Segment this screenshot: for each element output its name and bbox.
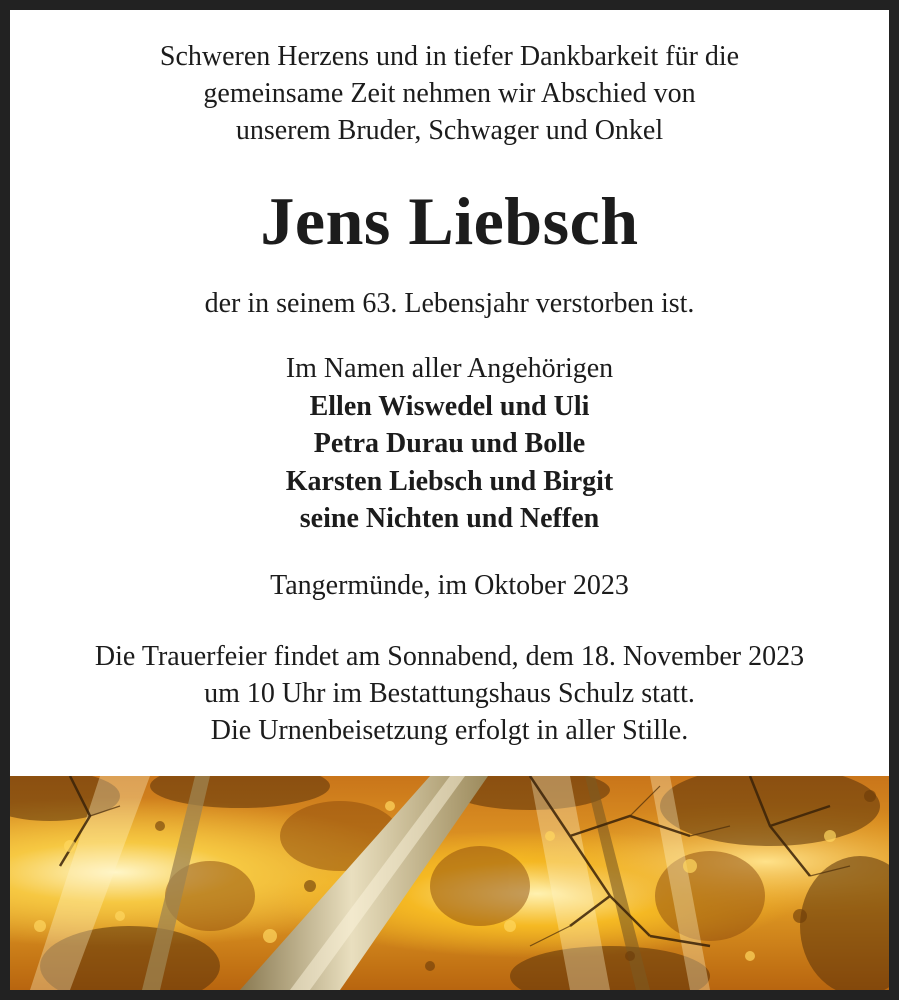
notice-text	[10, 10, 889, 776]
relative-name: Karsten Liebsch und Birgit	[285, 465, 614, 497]
intro-line: unserem Bruder, Schwager und Onkel	[235, 115, 664, 146]
age-line: der in seinem 63. Lebensjahr verstorben ist.	[204, 288, 695, 319]
place-date: Tangermünde, im Oktober 2023	[270, 570, 629, 601]
relative-name: Ellen Wiswedel und Uli	[309, 390, 590, 422]
service-line: Die Urnenbeisetzung erfolgt in aller Stille.	[210, 715, 689, 746]
intro-text	[10, 38, 889, 149]
autumn-forest-image	[10, 776, 889, 990]
service-line: Die Trauerfeier findet am Sonnabend, dem 18. November 2023	[94, 641, 805, 672]
notice-panel	[10, 10, 889, 990]
relatives-block	[10, 350, 889, 538]
service-line: um 10 Uhr im Bestattungshaus Schulz statt.	[204, 678, 695, 709]
relative-name: seine Nichten und Neffen	[299, 503, 600, 534]
deceased-name: Jens Liebsch	[260, 183, 639, 259]
intro-line: Schweren Herzens und in tiefer Dankbarkeit für die	[159, 41, 740, 72]
intro-line: gemeinsame Zeit nehmen wir Abschied von	[203, 78, 696, 109]
relatives-intro: Im Namen aller Angehörigen	[285, 353, 614, 384]
relative-name: Petra Durau und Bolle	[313, 428, 586, 459]
forest-canopy-illustration	[10, 776, 889, 990]
service-info	[10, 638, 889, 749]
